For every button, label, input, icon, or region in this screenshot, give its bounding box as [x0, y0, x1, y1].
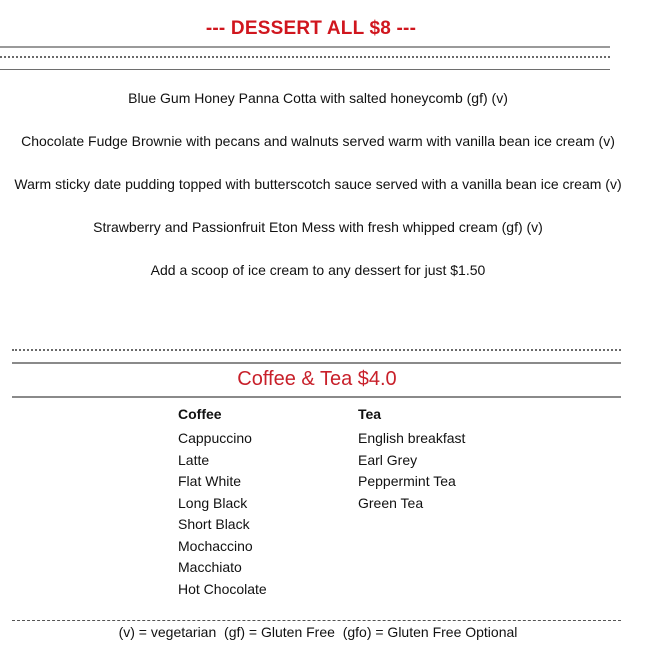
tea-column [358, 404, 538, 514]
dessert-item: Blue Gum Honey Panna Cotta with salted honeycomb (gf) (v) [128, 90, 508, 106]
divider-dashed-footer [12, 620, 621, 621]
divider-solid-top [0, 46, 610, 48]
divider-solid-top-lower [0, 69, 610, 70]
dessert-item: Warm sticky date pudding topped with butterscotch sauce served with a vanilla bean ice cream (v) [14, 176, 622, 192]
coffee-item: Flat White [178, 473, 242, 489]
coffee-item: Hot Chocolate [178, 580, 267, 597]
coffee-item: Long Black [178, 494, 248, 511]
divider-solid-coffee-top [12, 362, 621, 364]
coffee-item: Latte [178, 451, 210, 468]
coffee-column [178, 404, 348, 600]
divider-dotted-top [0, 56, 610, 58]
divider-dotted-coffee [12, 349, 621, 351]
coffee-item: Short Black [178, 516, 250, 532]
tea-item: English breakfast [358, 430, 466, 446]
tea-item: Green Tea [358, 494, 424, 511]
coffee-item: Macchiato [178, 559, 242, 575]
coffee-column-heading: Coffee [178, 406, 222, 422]
dessert-item: Chocolate Fudge Brownie with pecans and walnuts served warm with vanilla bean ice cream (v) [21, 133, 615, 149]
dietary-legend: (v) = vegetarian (gf) = Gluten Free (gfo) = Gluten Free Optional [118, 624, 518, 640]
coffee-tea-section-title: Coffee & Tea $4.0 [237, 368, 397, 390]
coffee-item: Cappuccino [178, 430, 252, 446]
tea-column-heading: Tea [358, 406, 382, 422]
dessert-addon-note: Add a scoop of ice cream to any dessert for just $1.50 [150, 262, 486, 278]
dessert-section-title: --- DESSERT ALL $8 --- [205, 18, 417, 39]
divider-solid-coffee-bottom [12, 396, 621, 398]
dessert-item: Strawberry and Passionfruit Eton Mess with fresh whipped cream (gf) (v) [93, 219, 543, 235]
tea-item: Peppermint Tea [358, 473, 456, 489]
tea-item: Earl Grey [358, 451, 418, 468]
coffee-item: Mochaccino [178, 537, 253, 554]
